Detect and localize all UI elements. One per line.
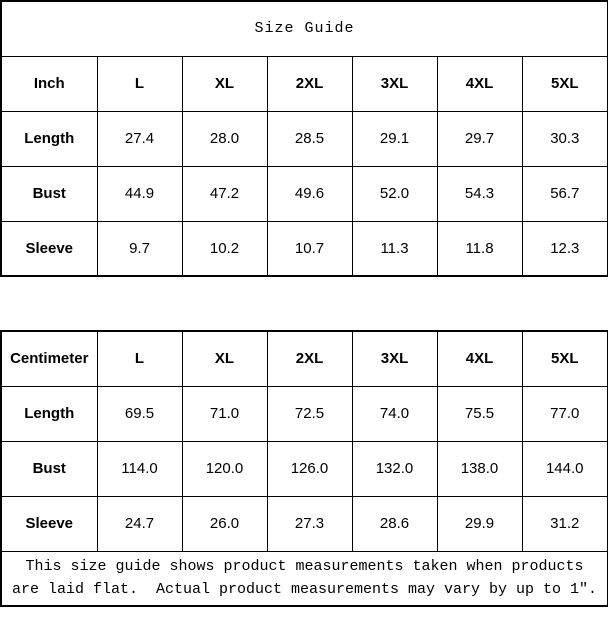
cell-value: 54.3	[437, 166, 522, 221]
cell-value: 52.0	[352, 166, 437, 221]
cell-value: 44.9	[97, 166, 182, 221]
centimeter-table	[0, 330, 608, 607]
cell-value: 56.7	[522, 166, 608, 221]
size-header-3xl: 3XL	[352, 331, 437, 386]
cell-value: 10.7	[267, 221, 352, 276]
table-spacer	[0, 277, 608, 330]
cell-value: 29.9	[437, 496, 522, 551]
row-label-length: Length	[1, 386, 97, 441]
table-row-inch-bust	[1, 166, 608, 221]
table-row-inch-sleeve	[1, 221, 608, 276]
row-label-sleeve: Sleeve	[1, 221, 97, 276]
size-header-xl: XL	[182, 56, 267, 111]
unit-header-inch: Inch	[1, 56, 97, 111]
cell-value: 29.1	[352, 111, 437, 166]
cell-value: 24.7	[97, 496, 182, 551]
cell-value: 12.3	[522, 221, 608, 276]
title-row	[1, 1, 608, 56]
page-title: Size Guide	[1, 1, 608, 56]
cell-value: 77.0	[522, 386, 608, 441]
size-header-2xl: 2XL	[267, 56, 352, 111]
cell-value: 27.4	[97, 111, 182, 166]
table-row-cm-bust	[1, 441, 608, 496]
size-header-2xl: 2XL	[267, 331, 352, 386]
cell-value: 31.2	[522, 496, 608, 551]
cell-value: 144.0	[522, 441, 608, 496]
size-header-l: L	[97, 56, 182, 111]
cell-value: 11.3	[352, 221, 437, 276]
cell-value: 28.5	[267, 111, 352, 166]
cell-value: 71.0	[182, 386, 267, 441]
row-label-bust: Bust	[1, 441, 97, 496]
footer-note-line2: are laid flat. Actual product measurements may vary by up to 1″.	[11, 581, 598, 599]
cell-value: 114.0	[97, 441, 182, 496]
size-header-5xl: 5XL	[522, 331, 608, 386]
cell-value: 126.0	[267, 441, 352, 496]
table-row-cm-length	[1, 386, 608, 441]
table-row-cm-sleeve	[1, 496, 608, 551]
footer-row	[1, 551, 608, 606]
cell-value: 28.6	[352, 496, 437, 551]
size-header-4xl: 4XL	[437, 331, 522, 386]
size-header-l: L	[97, 331, 182, 386]
table-row-inch-length	[1, 111, 608, 166]
centimeter-header-row	[1, 331, 608, 386]
cell-value: 74.0	[352, 386, 437, 441]
cell-value: 29.7	[437, 111, 522, 166]
unit-header-centimeter: Centimeter	[1, 331, 97, 386]
row-label-sleeve: Sleeve	[1, 496, 97, 551]
cell-value: 69.5	[97, 386, 182, 441]
cell-value: 26.0	[182, 496, 267, 551]
cell-value: 30.3	[522, 111, 608, 166]
row-label-length: Length	[1, 111, 97, 166]
footer-note	[1, 551, 608, 606]
size-header-4xl: 4XL	[437, 56, 522, 111]
cell-value: 132.0	[352, 441, 437, 496]
cell-value: 9.7	[97, 221, 182, 276]
cell-value: 47.2	[182, 166, 267, 221]
cell-value: 28.0	[182, 111, 267, 166]
size-header-xl: XL	[182, 331, 267, 386]
cell-value: 49.6	[267, 166, 352, 221]
cell-value: 120.0	[182, 441, 267, 496]
footer-note-line1: This size guide shows product measurements taken when products	[25, 558, 584, 575]
row-label-bust: Bust	[1, 166, 97, 221]
cell-value: 72.5	[267, 386, 352, 441]
size-header-3xl: 3XL	[352, 56, 437, 111]
cell-value: 10.2	[182, 221, 267, 276]
cell-value: 11.8	[437, 221, 522, 276]
size-header-5xl: 5XL	[522, 56, 608, 111]
cell-value: 75.5	[437, 386, 522, 441]
inch-header-row	[1, 56, 608, 111]
inch-table	[0, 0, 608, 277]
cell-value: 27.3	[267, 496, 352, 551]
cell-value: 138.0	[437, 441, 522, 496]
